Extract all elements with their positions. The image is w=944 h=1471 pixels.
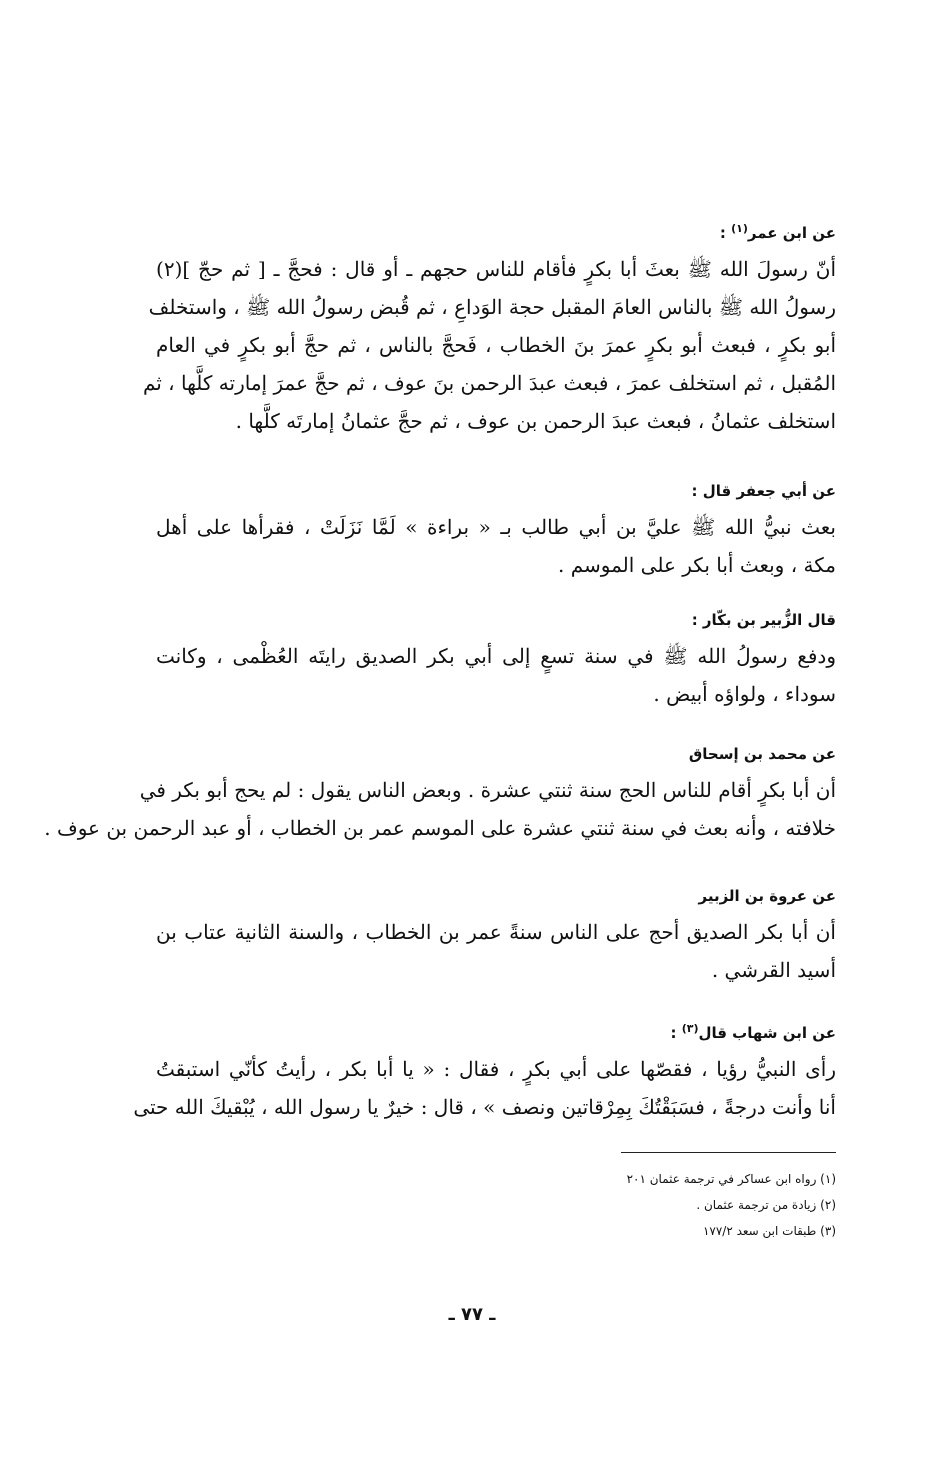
section-heading — [156, 218, 836, 244]
section-urwa — [156, 885, 836, 989]
section-heading: قال الزُّبير بن بكّار : — [691, 611, 836, 629]
text-line: أنّ رسولَ الله ﷺ بعثَ أبا بكرٍ فأقام للناس حجهم ـ أو قال : فحجَّ ـ [ ثم حجّ ](٢) — [156, 257, 836, 281]
page-number: ـ ٧٧ ـ — [448, 1304, 496, 1325]
footnote-ref: (٣) — [681, 1022, 699, 1035]
text-line: بعث نبيُّ الله ﷺ عليَّ بن أبي طالب بـ « براءة » لَمَّا نَزَلَتْ ، فقرأها على أهل — [156, 515, 836, 539]
text-line: أسيد القرشي . — [711, 958, 836, 982]
section-abu-jafar — [156, 480, 836, 584]
footnote-divider — [621, 1152, 836, 1153]
footnote-ref: (١) — [731, 222, 748, 235]
heading-text: عن ابن شهاب قال — [698, 1024, 836, 1042]
text-line: أن أبا بكرٍ أقام للناس الحج سنة ثنتي عشرة . وبعض الناس يقول : لم يحج أبو بكر في — [139, 778, 836, 802]
text-line: رسولُ الله ﷺ بالناس العامَ المقبل حجة الوَداعِ ، ثم قُبض رسولُ الله ﷺ ، واستخلف — [148, 295, 836, 319]
footnote: (١) رواه ابن عساكر في ترجمة عثمان ٢٠١ — [626, 1172, 836, 1186]
footnote: (٣) طبقات ابن سعد ١٧٧/٢ — [702, 1224, 836, 1238]
heading-suffix: : — [719, 224, 732, 242]
footnote: (٢) زيادة من ترجمة عثمان . — [696, 1198, 836, 1212]
text-line: رأى النبيُّ رؤيا ، فقصّها على أبي بكرٍ ، فقال : « يا أبا بكر ، رأيتُ كأنّي استبقتُ — [156, 1057, 836, 1081]
text-line: استخلف عثمانُ ، فبعث عبدَ الرحمن بن عوف ، ثم حجَّ عثمانُ إمارتَه كلَّها . — [235, 409, 836, 433]
footnotes — [536, 1166, 836, 1244]
text-line: المُقبل ، ثم استخلف عمرَ ، فبعث عبدَ الرحمن بنَ عوف ، ثم حجَّ عمرَ إمارته كلَّها ، ثم — [142, 371, 836, 395]
section-heading: عن محمد بن إسحاق — [688, 745, 836, 763]
section-zubair-bakkar — [156, 609, 836, 713]
heading-text: عن ابن عمر — [747, 224, 836, 242]
section-ibn-umar — [142, 218, 837, 440]
text-line: أن أبا بكر الصديق أحج على الناس سنةً عمر بن الخطاب ، والسنة الثانية عتاب بن — [156, 920, 836, 944]
text-line: ودفع رسولُ الله ﷺ في سنة تسعٍ إلى أبي بكر الصديق رايتَه العُظْمى ، وكانت — [156, 644, 836, 668]
section-ibn-shihab — [133, 1018, 836, 1126]
text-line: أبو بكرٍ ، فبعث أبو بكرٍ عمرَ بنَ الخطاب ، فَحجَّ بالناس ، ثم حجَّ أبو بكرٍ في العام — [156, 333, 837, 357]
section-ibn-ishaq — [44, 743, 836, 847]
text-line: أنا وأنت درجةً ، فسَبَقْتُكَ بِمِرْقاتين ونصف » ، قال : خيرٌ يا رسول الله ، يُبْقيكَ الله حتى — [133, 1095, 836, 1119]
heading-suffix: : — [670, 1024, 682, 1042]
text-line: سوداء ، ولواؤه أبيض . — [653, 682, 836, 706]
section-heading: عن عروة بن الزبير — [698, 887, 836, 905]
text-line: مكة ، وبعث أبا بكر على الموسم . — [557, 553, 836, 577]
text-line: خلافته ، وأنه بعث في سنة ثنتي عشرة على الموسم عمر بن الخطاب ، أو عبد الرحمن بن عوف . — [44, 816, 836, 840]
section-heading: عن أبي جعفر قال : — [691, 482, 836, 500]
section-heading — [156, 1018, 836, 1044]
